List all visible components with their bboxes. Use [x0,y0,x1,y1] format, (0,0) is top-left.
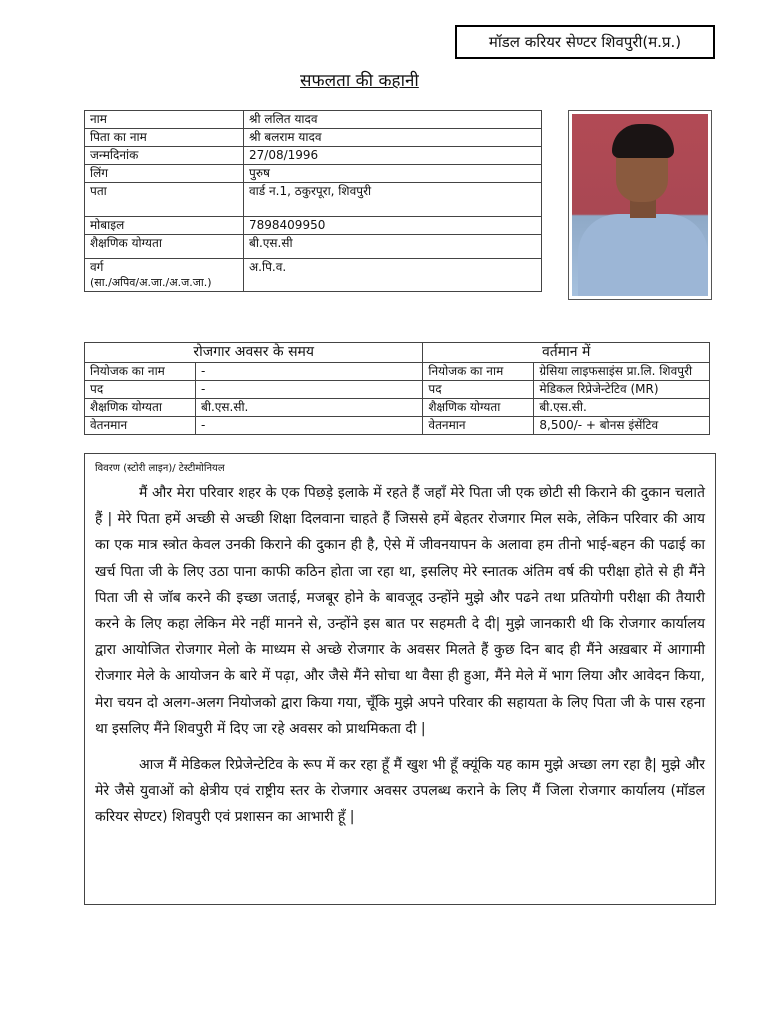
row-value: पुरुष [244,165,542,183]
cell-key: वेतनमान [85,417,196,435]
row-value: श्री ललित यादव [244,111,542,129]
column-header-current: वर्तमान में [423,343,710,363]
cell-key: शैक्षणिक योग्यता [85,399,196,417]
table-row [85,111,542,129]
table-row [85,363,710,381]
table-row [85,183,542,217]
story-paragraph-1: मैं और मेरा परिवार शहर के एक पिछड़े इलाके में रहते हैं जहाँ मेरे पिता जी एक छोटी सी किराने की दुकान चलाते हैं | मेरे पिता हमें अच्छी से अच्छी शिक्षा दिलवाना चाहते हैं जिससे हमें बेहतर रोजगार मिल सके, लेकिन परिवार की आय का एक मात्र स्त्रोत केवल उनकी किराने की दुकान ही है, ऐसे में जीवनयापन के अलावा हम तीनो भाई-बहन की पढाई का खर्च पिता जी के लिए उठा पाना काफी कठिन होता जा रहा था, इसलिए मेरे स्नातक अंतिम वर्ष की परीक्षा होते से ही मैंने पिता जी से जॉब करने की इच्छा जताई, मजबूर होने के बावजूद उन्होंने मुझे और पढने तथा प्रतियोगी परीक्षा की तैयारी करने के लिए कहा लेकिन मेरे नहीं मानने से, उन्होंने इस बात पर सहमती दे दी| मुझे जानकारी थी कि रोजगार कार्यालय द्वारा आयोजित रोजगार मेलो के माध्यम से अच्छे रोजगार के अवसर मिलते हैं कुछ दिन बाद ही मैंने अख़बार में आगामी रोजगार मेले के आयोजन के बारे में पढ़ा, और जैसे मैंने सोचा था वैसा ही हुआ, मैंने मेले में भाग लिया और आवेदन किया, मेरा चयन दो अलग-अलग नियोजको द्वारा किया गया, चूँकि मुझे अपने परिवार की सहायता के लिए पिता जी के पास रहना था इसलिए मैंने शिवपुरी में दिए जा रहे अवसर को प्राथमिकता दी | [95,485,705,737]
cell-key: वेतनमान [423,417,534,435]
story-box [84,453,716,905]
story-paragraph-2: आज मैं मेडिकल रिप्रेजेन्टेटिव के रूप में कर रहा हूँ मैं खुश भी हूँ क्यूंकि यह काम मुझे अच्छा लग रहा है| मुझे और मेरे जैसे युवाओं को क्षेत्रीय एवं राष्ट्रीय स्तर के रोजगार अवसर उपलब्ध कराने के लिए मैं जिला रोजगार कार्यालय (मॉडल करियर सेण्टर) शिवपुरी एवं प्रशासन का आभारी हूँ | [95,757,705,826]
page-title: सफलता की कहानी [300,71,419,91]
cell-key: पद [85,381,196,399]
cell-key: नियोजक का नाम [423,363,534,381]
table-row [85,417,710,435]
column-header-before: रोजगार अवसर के समय [85,343,423,363]
row-label: पिता का नाम [85,129,244,147]
cell-value: - [196,381,423,399]
employment-table [84,342,710,435]
candidate-photo [568,110,712,300]
cell-value: ग्रेसिया लाइफसाइंस प्रा.लि. शिवपुरी [534,363,710,381]
photo-hair [612,124,674,158]
cell-value: 8,500/- + बोनस इंसेंटिव [534,417,710,435]
table-row [85,235,542,259]
row-label: जन्मदिनांक [85,147,244,165]
row-label: लिंग [85,165,244,183]
row-value: वार्ड न.1, ठकुरपूरा, शिवपुरी [244,183,542,217]
cell-key: शैक्षणिक योग्यता [423,399,534,417]
cell-value: बी.एस.सी. [534,399,710,417]
row-value: अ.पि.व. [244,259,542,292]
row-value: 27/08/1996 [244,147,542,165]
cell-value: - [196,363,423,381]
cell-value: - [196,417,423,435]
row-label: शैक्षणिक योग्यता [85,235,244,259]
personal-details-table [84,110,542,292]
row-value: बी.एस.सी [244,235,542,259]
photo-image [572,114,708,296]
table-row [85,165,542,183]
category-sublabel: (सा./अपिव/अ.जा./अ.ज.जा.) [90,276,212,289]
cell-value: बी.एस.सी. [196,399,423,417]
table-header-row [85,343,710,363]
cell-key: पद [423,381,534,399]
row-label [85,259,244,292]
cell-key: नियोजक का नाम [85,363,196,381]
row-value: 7898409950 [244,217,542,235]
table-row [85,399,710,417]
table-row [85,259,542,292]
table-row [85,129,542,147]
row-label: पता [85,183,244,217]
table-row [85,217,542,235]
category-label: वर्ग [90,260,104,274]
cell-value: मेडिकल रिप्रेजेन्टेटिव (MR) [534,381,710,399]
header-box: मॉडल करियर सेण्टर शिवपुरी(म.प्र.) [455,25,715,59]
story-label: विवरण (स्टोरी लाइन)/ टेस्टीमोनियल [95,463,225,474]
row-value: श्री बलराम यादव [244,129,542,147]
table-row [85,381,710,399]
table-row [85,147,542,165]
photo-shirt [578,214,708,296]
row-label: नाम [85,111,244,129]
row-label: मोबाइल [85,217,244,235]
